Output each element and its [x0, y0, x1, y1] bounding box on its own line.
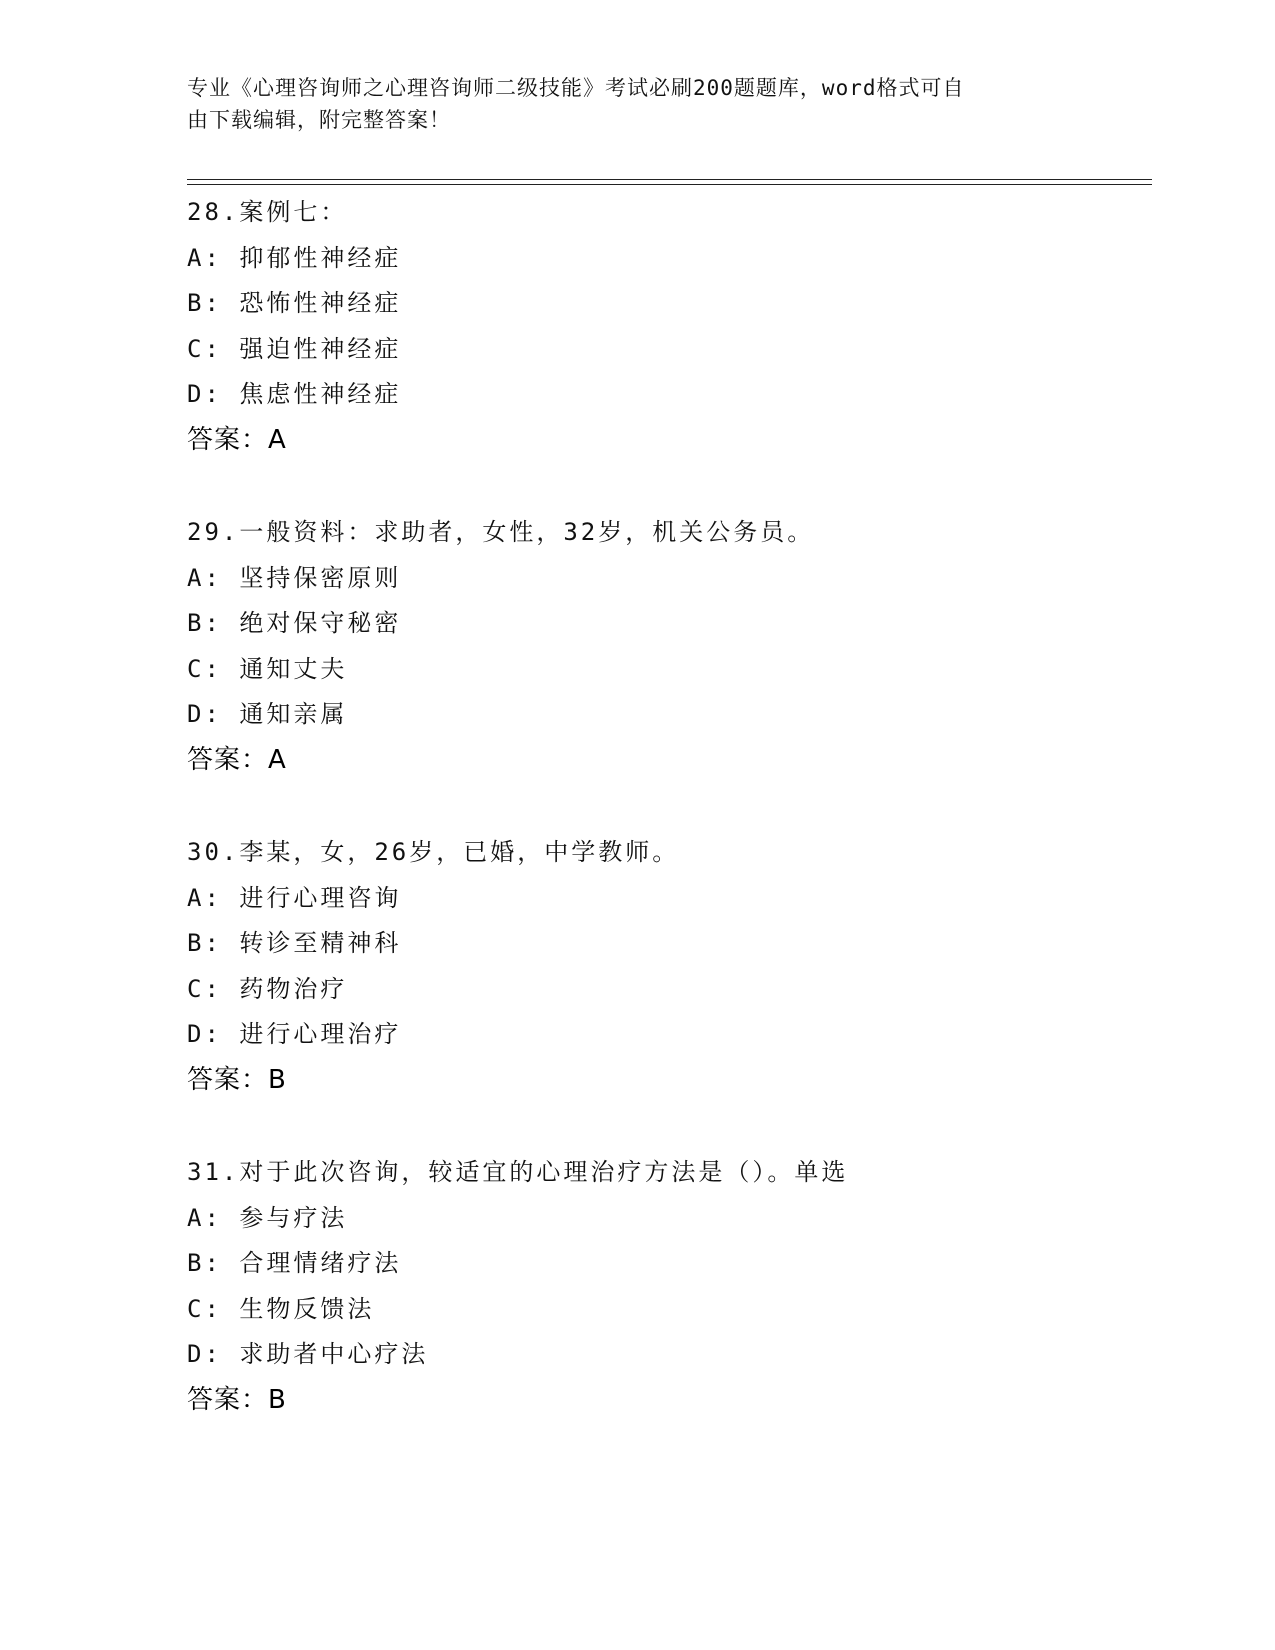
question-stem: 29.一般资料：求助者，女性，32岁，机关公务员。: [187, 518, 815, 546]
option-a: [187, 236, 1087, 282]
option-letter: A:: [187, 883, 222, 912]
option-text: 通知亲属: [239, 700, 348, 728]
option-text: 坚持保密原则: [239, 563, 402, 592]
option-c: [187, 967, 1087, 1013]
option-b: [187, 601, 1087, 647]
option-letter: B:: [187, 1249, 222, 1277]
option-text: 焦虑性神经症: [239, 380, 402, 408]
option-letter: C:: [187, 1294, 222, 1323]
option-text: 合理情绪疗法: [239, 1249, 402, 1277]
option-text: 生物反馈法: [239, 1294, 375, 1323]
question-stem: 31.对于此次咨询，较适宜的心理治疗方法是（）。单选: [187, 1158, 849, 1186]
answer-line: 答案：B: [187, 1384, 287, 1415]
header-line-2: 由下载编辑，附完整答案！: [187, 108, 451, 132]
question-31: [187, 1150, 1087, 1423]
option-letter: C:: [187, 654, 222, 683]
option-letter: B:: [187, 289, 222, 317]
question-stem: 28.案例七：: [187, 198, 348, 226]
question-28: [187, 190, 1087, 463]
option-letter: B:: [187, 929, 222, 957]
option-a: [187, 556, 1087, 602]
answer-line: 答案：A: [187, 744, 287, 775]
option-d: [187, 692, 1087, 738]
option-letter: A:: [187, 1203, 222, 1232]
option-text: 通知丈夫: [239, 654, 348, 683]
option-letter: D:: [187, 380, 222, 408]
option-d: [187, 1012, 1087, 1058]
option-c: [187, 647, 1087, 693]
option-letter: A:: [187, 563, 222, 592]
answer-line: 答案：A: [187, 424, 287, 455]
option-b: [187, 281, 1087, 327]
option-text: 恐怖性神经症: [239, 289, 402, 317]
option-b: [187, 921, 1087, 967]
option-text: 转诊至精神科: [239, 929, 402, 957]
question-30: [187, 830, 1087, 1103]
option-text: 药物治疗: [239, 974, 348, 1003]
option-text: 强迫性神经症: [239, 334, 402, 363]
answer-line: 答案：B: [187, 1064, 287, 1095]
option-c: [187, 1287, 1087, 1333]
option-a: [187, 1196, 1087, 1242]
question-stem: 30.李某，女，26岁，已婚，中学教师。: [187, 838, 680, 866]
option-letter: D:: [187, 1020, 222, 1048]
option-d: [187, 372, 1087, 418]
option-c: [187, 327, 1087, 373]
option-d: [187, 1332, 1087, 1378]
option-text: 参与疗法: [239, 1203, 348, 1232]
option-letter: D:: [187, 1340, 222, 1368]
header-divider-top: [187, 179, 1152, 180]
option-text: 进行心理咨询: [239, 883, 402, 912]
option-text: 抑郁性神经症: [239, 243, 402, 272]
option-letter: C:: [187, 974, 222, 1003]
header-line-1: 专业《心理咨询师之心理咨询师二级技能》考试必刷200题题库，word格式可自: [187, 76, 965, 100]
option-text: 求助者中心疗法: [239, 1340, 429, 1368]
header-divider-bottom: [187, 184, 1152, 185]
option-letter: A:: [187, 243, 222, 272]
option-text: 绝对保守秘密: [239, 609, 402, 637]
question-29: [187, 510, 1087, 783]
header-note: [187, 72, 1067, 136]
option-letter: C:: [187, 334, 222, 363]
option-letter: B:: [187, 609, 222, 637]
option-text: 进行心理治疗: [239, 1020, 402, 1048]
option-letter: D:: [187, 700, 222, 728]
option-a: [187, 876, 1087, 922]
option-b: [187, 1241, 1087, 1287]
